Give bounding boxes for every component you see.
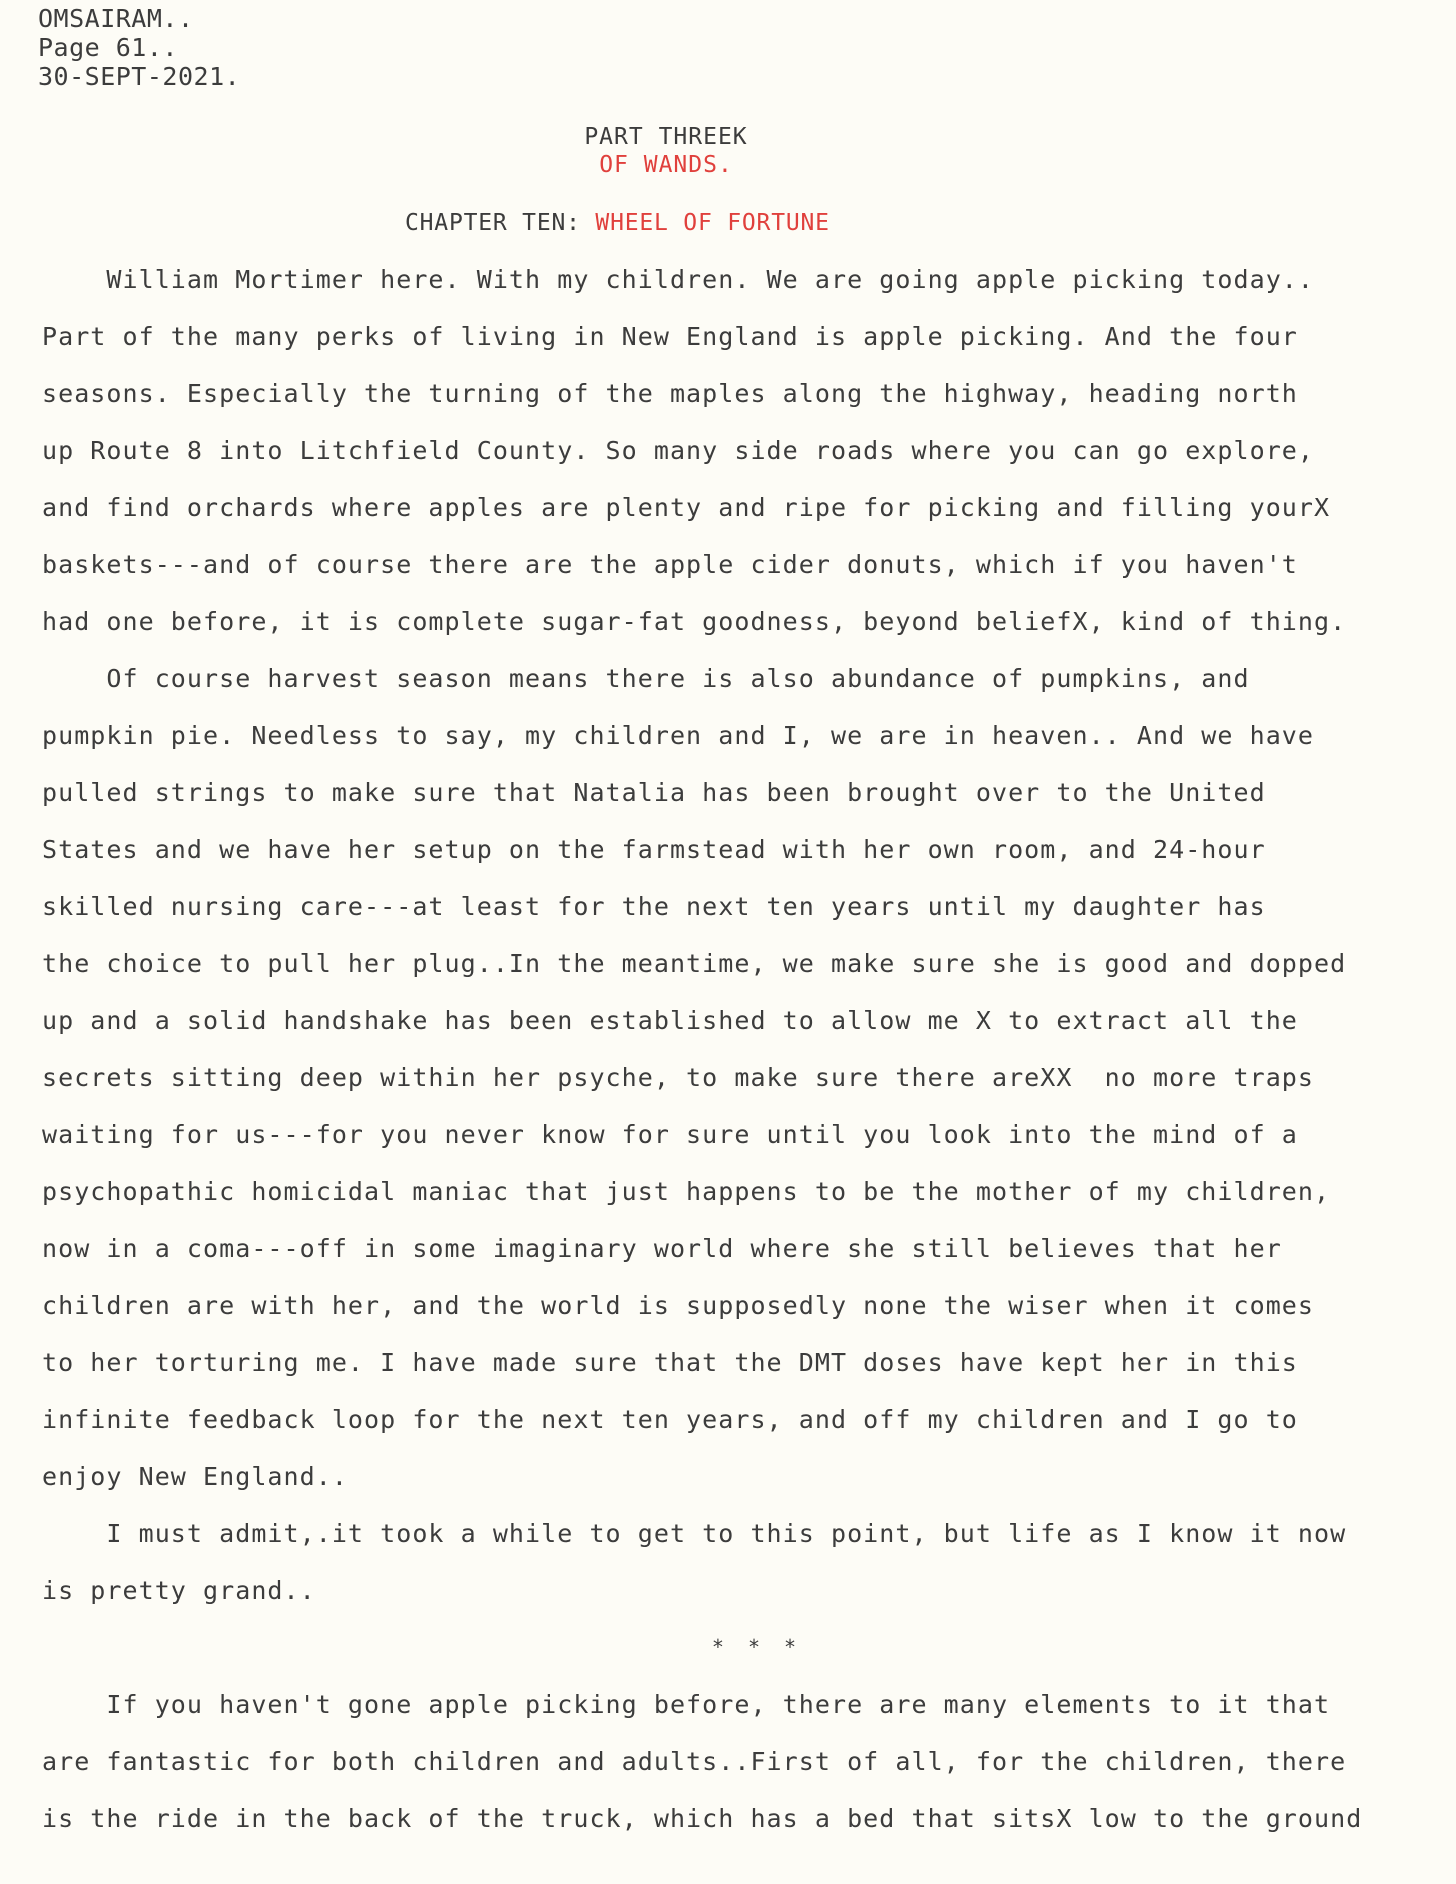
text-line: and find orchards where apples are plenty and ripe for picking and filling yourX: [42, 493, 1331, 522]
text-line: psychopathic homicidal maniac that just happens to be the mother of my children,: [42, 1177, 1331, 1206]
text-line: infinite feedback loop for the next ten years, and off my children and I go to: [42, 1405, 1298, 1434]
text-line: States and we have her setup on the farmstead with her own room, and 24-hour: [42, 835, 1266, 864]
part-subtitle: OF WANDS.: [599, 152, 733, 178]
text-line: I must admit,.it took a while to get to this point, but life as I know it now: [42, 1519, 1347, 1548]
text-line: are fantastic for both children and adults..First of all, for the children, there: [42, 1747, 1347, 1776]
text-line: If you haven't gone apple picking before, there are many elements to it that: [42, 1690, 1331, 1719]
text-line: to her torturing me. I have made sure that the DMT doses have kept her in this: [42, 1348, 1298, 1377]
text-line: skilled nursing care---at least for the next ten years until my daughter has: [42, 892, 1266, 921]
chapter-label: CHAPTER TEN:: [405, 210, 596, 236]
text-line: pulled strings to make sure that Natalia has been brought over to the United: [42, 778, 1266, 807]
text-line: children are with her, and the world is supposedly none the wiser when it comes: [42, 1291, 1314, 1320]
text-line: the choice to pull her plug..In the meantime, we make sure she is good and dopped: [42, 949, 1347, 978]
page-header: [38, 4, 240, 91]
part-title: PART THREEK: [584, 124, 748, 150]
text-line: seasons. Especially the turning of the maples along the highway, heading north: [42, 379, 1298, 408]
text-line: Part of the many perks of living in New England is apple picking. And the four: [42, 322, 1298, 351]
text-line: secrets sitting deep within her psyche, to make sure there areXX no more traps: [42, 1063, 1314, 1092]
text-line: up Route 8 into Litchfield County. So many side roads where you can go explore,: [42, 436, 1314, 465]
text-line: baskets---and of course there are the apple cider donuts, which if you haven't: [42, 550, 1298, 579]
header-line-1: OMSAIRAM..: [38, 4, 194, 33]
section-separator: * * *: [711, 1635, 803, 1659]
text-line: pumpkin pie. Needless to say, my children and I, we are in heaven.. And we have: [42, 721, 1314, 750]
text-line: William Mortimer here. With my children. We are going apple picking today..: [42, 265, 1314, 294]
header-line-2: Page 61..: [38, 33, 178, 62]
text-line: had one before, it is complete sugar-fat goodness, beyond beliefX, kind of thing.: [42, 607, 1347, 636]
header-line-3: 30-SEPT-2021.: [38, 62, 241, 91]
text-line: enjoy New England..: [42, 1462, 348, 1491]
text-line: up and a solid handshake has been established to allow me X to extract all the: [42, 1006, 1298, 1035]
text-line: waiting for us---for you never know for sure until you look into the mind of a: [42, 1120, 1298, 1149]
body-text: [42, 258, 1452, 1854]
text-line: now in a coma---off in some imaginary world where she still believes that her: [42, 1234, 1282, 1263]
text-line: Of course harvest season means there is also abundance of pumpkins, and: [42, 664, 1250, 693]
chapter-title: [405, 210, 830, 236]
text-line: is the ride in the back of the truck, which has a bed that sitsX low to the ground: [42, 1804, 1363, 1833]
chapter-name: WHEEL OF FORTUNE: [595, 210, 830, 236]
text-line: is pretty grand..: [42, 1576, 316, 1605]
